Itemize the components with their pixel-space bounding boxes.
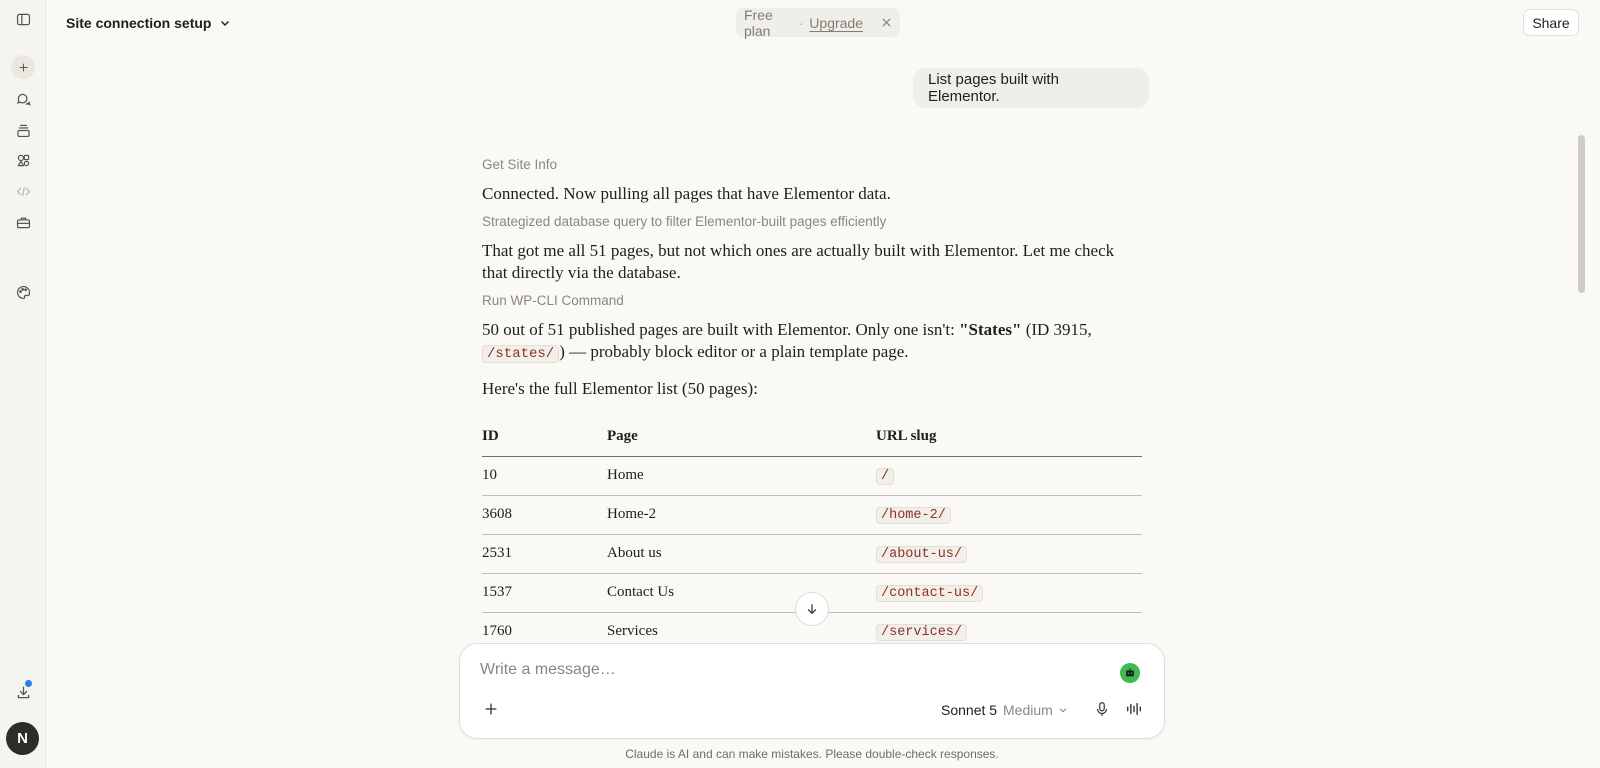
cell-id: 1537 [482, 573, 607, 612]
plan-banner [736, 8, 900, 37]
text-segment: 50 out of 51 published pages are built with Elementor. Only one isn't: [482, 319, 960, 339]
add-attachment-icon[interactable] [482, 700, 502, 720]
tools-icon[interactable] [9, 208, 37, 236]
artifacts-icon[interactable] [9, 146, 37, 174]
cell-slug [876, 456, 1142, 495]
chevron-down-icon [1058, 705, 1068, 715]
effort-selector[interactable] [1003, 702, 1068, 718]
slug-code: /home-2/ [876, 507, 951, 524]
tool-call-wp-cli[interactable]: Run WP-CLI Command [482, 292, 624, 308]
model-selector[interactable]: Sonnet 5 [941, 702, 998, 718]
response-paragraph: Connected. Now pulling all pages that have Elementor data. [482, 184, 891, 203]
scrollbar-thumb[interactable] [1578, 135, 1585, 293]
cell-id: 2531 [482, 534, 607, 573]
column-header-id: ID [482, 418, 607, 456]
cell-id: 10 [482, 456, 607, 495]
plan-separator: · [798, 14, 804, 31]
column-header-page: Page [607, 418, 876, 456]
cell-page: Contact Us [607, 573, 876, 612]
assistant-message [482, 155, 1142, 652]
cell-page: Home [607, 456, 876, 495]
table-header-row [482, 418, 1142, 456]
share-button[interactable]: Share [1523, 9, 1579, 36]
chats-icon[interactable] [9, 85, 37, 113]
message-composer [459, 643, 1165, 739]
new-chat-icon[interactable] [11, 55, 35, 79]
cell-page: Services [607, 612, 876, 651]
scroll-to-bottom-button[interactable] [795, 592, 829, 626]
disclaimer-text: Claude is AI and can make mistakes. Please double-check responses. [625, 747, 999, 761]
robot-icon[interactable] [1120, 663, 1140, 683]
avatar[interactable]: N [6, 722, 39, 755]
response-paragraph [482, 319, 1142, 366]
voice-mode-icon[interactable] [1125, 700, 1145, 720]
upgrade-link[interactable]: Upgrade [809, 14, 863, 31]
inline-code: /states/ [482, 345, 559, 363]
cell-page: About us [607, 534, 876, 573]
plan-label: Free plan [744, 6, 773, 39]
slug-code: /services/ [876, 624, 967, 641]
message-input[interactable] [480, 658, 1080, 682]
download-icon[interactable] [9, 678, 37, 706]
cell-slug [876, 573, 1142, 612]
cell-id: 3608 [482, 495, 607, 534]
tool-call-get-site-info[interactable]: Get Site Info [482, 157, 558, 172]
cell-page: Home-2 [607, 495, 876, 534]
user-message: List pages built with Elementor. [913, 68, 1149, 108]
left-rail [0, 0, 46, 768]
highlighted-page-name: "States" [959, 319, 1022, 339]
chat-title: Site connection setup [66, 15, 212, 31]
palette-icon[interactable] [9, 278, 37, 306]
sidebar-toggle-icon[interactable] [9, 5, 37, 33]
chevron-down-icon [219, 17, 231, 29]
microphone-icon[interactable] [1093, 700, 1113, 720]
chat-title-dropdown[interactable] [66, 12, 231, 34]
table-row [482, 495, 1142, 534]
cell-id: 1760 [482, 612, 607, 651]
cell-slug [876, 495, 1142, 534]
code-icon[interactable] [9, 177, 37, 205]
slug-code: / [876, 468, 894, 485]
effort-label: Medium [1003, 702, 1053, 718]
table-row [482, 456, 1142, 495]
projects-icon[interactable] [9, 116, 37, 144]
slug-code: /contact-us/ [876, 585, 983, 602]
response-paragraph: Here's the full Elementor list (50 pages): [482, 378, 758, 398]
table-row [482, 534, 1142, 573]
thinking-summary[interactable]: Strategized database query to filter Elementor-built pages efficiently [482, 213, 887, 229]
arrow-down-icon [805, 602, 819, 616]
column-header-slug: URL slug [876, 418, 1142, 456]
notification-dot [25, 680, 32, 687]
cell-slug [876, 534, 1142, 573]
response-paragraph: That got me all 51 pages, but not which ones are actually built with Elementor. Let me check that directly via the database. [482, 240, 1115, 282]
slug-code: /about-us/ [876, 546, 967, 563]
text-segment: ) — probably block editor or a plain template page. [559, 342, 909, 361]
text-segment: (ID 3915, [1021, 319, 1092, 339]
close-icon[interactable] [881, 15, 892, 31]
